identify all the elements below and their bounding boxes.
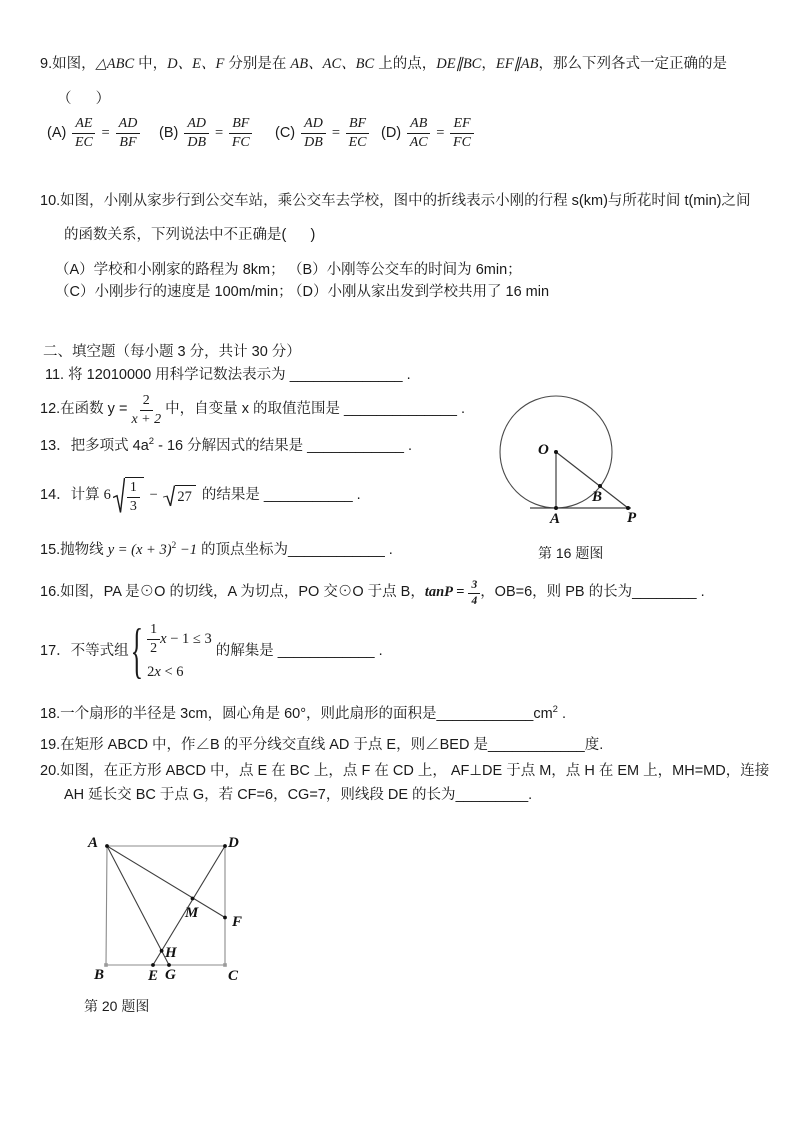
inequality-2 <box>147 663 212 682</box>
fraction <box>131 393 161 427</box>
system-brace: { <box>130 616 144 685</box>
inequality-system <box>147 622 212 681</box>
q10-option-a: （A）学校和小刚家的路程为 8km； <box>55 262 285 278</box>
equals-sign: = <box>331 124 340 141</box>
fraction <box>72 116 95 150</box>
q14-text: 的结果是 <box>197 487 264 504</box>
point-E <box>151 963 155 967</box>
question-19 <box>40 736 603 755</box>
inequality-1 <box>147 622 212 656</box>
minus-sign: − <box>145 487 162 504</box>
fig16-circle-diagram <box>480 388 650 528</box>
answer-blank: ____________ <box>307 438 404 454</box>
inequality-tail: < 6 <box>160 663 184 680</box>
numerator: AD <box>116 116 141 134</box>
numerator: 2 <box>140 393 153 411</box>
fig20-label-B: B <box>94 967 105 983</box>
denominator: 4 <box>471 594 478 607</box>
fraction <box>450 116 473 150</box>
corner-C-handle <box>223 963 227 967</box>
q10-option-c: （C）小刚步行的速度是 100m/min； <box>55 284 293 300</box>
fig20-label-F: F <box>232 914 243 930</box>
q15-text: 的顶点坐标为 <box>196 542 288 558</box>
question-10-stem-line2: 的函数关系，下列说法中不正确是( ) <box>64 227 316 243</box>
denominator: EC <box>74 134 93 150</box>
period: . <box>528 787 533 803</box>
numerator: EF <box>450 116 473 134</box>
parabola-equation: −1 <box>176 542 197 558</box>
fraction <box>147 622 160 656</box>
answer-blank: ____________ <box>277 643 375 660</box>
q10-option-d: （D）小刚从家出发到学校共用了 16 min <box>288 284 550 300</box>
answer-blank: ________ <box>632 584 697 601</box>
denominator: 2 <box>150 640 158 656</box>
coefficient: 2 <box>147 663 155 680</box>
exponent: 2 <box>171 541 177 552</box>
math-segments: AB、AC、BC <box>290 56 375 72</box>
fig20-label-H: H <box>165 945 177 961</box>
fig20-caption: 第 20 题图 <box>84 998 150 1014</box>
denominator: FC <box>231 134 250 150</box>
period: . <box>352 487 361 504</box>
fig20-label-E: E <box>148 968 159 984</box>
stem-text: 上的点， <box>374 56 437 72</box>
q12-text: 中，自变量 x 的取值范围是 <box>161 401 345 418</box>
question-15 <box>40 541 393 560</box>
fig20-label-M: M <box>185 905 199 921</box>
question-14 <box>40 472 361 520</box>
equals-sign: = <box>101 124 110 141</box>
answer-blank: ___________ <box>263 487 353 504</box>
q11-text: 11. 将 12010000 用科学记数法表示为 <box>45 367 290 383</box>
point-A <box>105 844 109 848</box>
radical-sign-icon <box>113 477 125 514</box>
stem-text: 分别是在 <box>224 56 291 72</box>
question-13 <box>40 437 412 456</box>
question-18 <box>40 705 566 724</box>
variable: x <box>160 630 167 647</box>
fraction <box>301 116 326 150</box>
question-16 <box>40 579 705 607</box>
denominator: AC <box>409 134 428 150</box>
point-D <box>223 844 227 848</box>
stem-text: ，那么下列各式一定正确的是 <box>538 56 728 72</box>
q9-option-c <box>275 111 369 155</box>
parabola-equation: y = (x + 3) <box>107 542 172 558</box>
fig20-square-diagram <box>60 828 310 986</box>
segment-AF <box>107 846 225 918</box>
question-20-line2 <box>64 786 532 805</box>
q9-answer-bracket: （ ） <box>57 91 111 107</box>
period: . <box>384 542 393 558</box>
fraction <box>229 116 252 150</box>
fig16-label-B: B <box>592 489 603 505</box>
fig16-caption: 第 16 题图 <box>538 545 604 561</box>
stem-text: 9.如图， <box>40 56 96 72</box>
math-points-def: D、E、F <box>167 56 225 72</box>
fig20-label-A: A <box>88 835 99 851</box>
period: . <box>557 706 567 722</box>
q13-text: - 16 分解因式的结果是 <box>154 438 308 454</box>
answer-blank: _________ <box>455 787 529 803</box>
square-root-of-one-third <box>113 477 144 514</box>
fig16-label-O: O <box>538 442 549 458</box>
point-O <box>554 450 558 454</box>
exponent: 2 <box>148 436 155 448</box>
question-9-stem <box>40 55 727 74</box>
math-parallel-2: EF∥AB <box>495 56 539 72</box>
period: . <box>402 367 411 383</box>
option-label: (C) <box>275 125 296 141</box>
q20-text: AH 延长交 BC 于点 G，若 CF=6，CG=7，则线段 DE 的长为 <box>64 787 456 803</box>
q18-text: 18.一个扇形的半径是 3cm，圆心角是 60°，则此扇形的面积是 <box>40 706 437 722</box>
period: . <box>374 643 383 660</box>
answer-blank: ______________ <box>289 367 403 383</box>
question-10-stem-line1: 10.如图，小刚从家步行到公交车站，乘公交车去学校，图中的折线表示小刚的行程 s(km)与所花时间 t(min)之间 <box>40 193 751 209</box>
numerator: 1 <box>127 480 140 498</box>
q16-text: ，OB=6，则 PB 的长为 <box>480 584 633 601</box>
answer-blank: ______________ <box>344 401 457 418</box>
stem-text: 中， <box>134 56 168 72</box>
fig16-label-P: P <box>627 510 637 526</box>
point-A <box>554 506 558 510</box>
q19-unit-text: 度. <box>584 737 604 753</box>
period: . <box>403 438 413 454</box>
q9-option-a <box>47 111 140 155</box>
fraction <box>346 116 369 150</box>
math-triangle-abc: △ABC <box>95 56 135 72</box>
fraction <box>407 116 430 150</box>
option-label: (A) <box>47 125 67 141</box>
q17-text: 的解集是 <box>211 643 278 660</box>
tangent-expression: tanP = <box>424 584 465 601</box>
numerator: AE <box>72 116 95 134</box>
fig20-label-D: D <box>228 835 239 851</box>
question-17 <box>40 616 383 685</box>
q13-text: 13．把多项式 4a <box>40 438 149 454</box>
fraction <box>184 116 209 150</box>
fraction <box>127 480 140 514</box>
radicand: 27 <box>175 485 196 507</box>
answer-blank: ____________ <box>487 737 585 753</box>
stem-text: ， <box>481 56 496 72</box>
question-12 <box>40 389 465 431</box>
fraction <box>116 116 141 150</box>
point-B <box>598 484 602 488</box>
q15-text: 15.抛物线 <box>40 542 108 558</box>
square-root-of-27 <box>163 485 196 507</box>
fig20-label-G: G <box>165 967 176 983</box>
denominator: EC <box>348 134 367 150</box>
answer-blank: ____________ <box>436 706 534 722</box>
exponent: 2 <box>552 704 558 716</box>
numerator: BF <box>229 116 252 134</box>
q9-option-d <box>381 111 474 155</box>
q9-option-b <box>159 111 252 155</box>
inequality-tail: − 1 ≤ 3 <box>166 630 212 647</box>
unit: cm <box>533 706 553 722</box>
denominator: DB <box>187 134 207 150</box>
denominator: 3 <box>129 499 137 514</box>
q19-text: 19.在矩形 ABCD 中，作∠B 的平分线交直线 AD 于点 E，则∠BED 是 <box>40 737 488 753</box>
question-11 <box>45 366 411 385</box>
q14-text: 14．计算 <box>40 487 104 504</box>
radical-sign-icon <box>163 485 175 507</box>
option-label: (B) <box>159 125 179 141</box>
coefficient: 6 <box>103 487 111 504</box>
question-20-line1: 20.如图，在正方形 ABCD 中，点 E 在 BC 上，点 F 在 CD 上， AF⊥DE 于点 M，点 H 在 EM 上，MH=MD，连接 <box>40 763 770 779</box>
equals-sign: = <box>215 124 224 141</box>
option-label: (D) <box>381 125 402 141</box>
point-H <box>160 949 164 953</box>
radicand <box>125 477 144 514</box>
corner-B-handle <box>104 963 108 967</box>
numerator: AD <box>301 116 326 134</box>
q17-text: 17．不等式组 <box>40 643 129 660</box>
section-2-header: 二、填空题（每小题 3 分，共计 30 分） <box>43 344 301 360</box>
numerator: AB <box>407 116 430 134</box>
math-parallel-1: DE∥BC <box>436 56 482 72</box>
point-M <box>191 897 195 901</box>
q10-option-b: （B）小刚等公交车的时间为 6min； <box>288 262 522 278</box>
period: . <box>696 584 705 601</box>
numerator: 3 <box>468 579 480 593</box>
numerator: BF <box>346 116 369 134</box>
variable: x <box>154 663 161 680</box>
period: . <box>456 401 465 418</box>
fraction <box>468 579 480 606</box>
point-F <box>223 916 227 920</box>
denominator: BF <box>119 134 137 150</box>
fig16-label-A: A <box>550 511 561 527</box>
q12-text: 12.在函数 y = <box>40 401 132 418</box>
numerator: AD <box>184 116 209 134</box>
denominator: FC <box>453 134 471 150</box>
q16-text: 16.如图，PA 是⊙O 的切线，A 为切点，PO 交⊙O 于点 B， <box>40 584 425 601</box>
answer-blank: ____________ <box>288 542 385 558</box>
equals-sign: = <box>436 124 445 141</box>
denominator: x + 2 <box>131 411 162 427</box>
fig20-label-C: C <box>228 968 239 984</box>
denominator: DB <box>304 134 323 150</box>
segment-AG <box>107 846 169 965</box>
numerator: 1 <box>147 622 160 640</box>
